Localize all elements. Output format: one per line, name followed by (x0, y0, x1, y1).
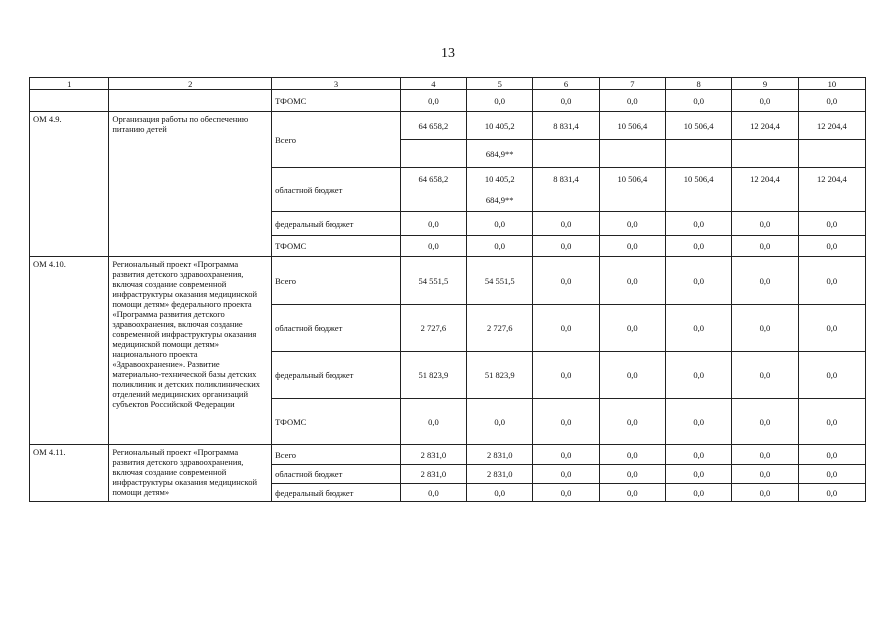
col-header: 10 (798, 78, 865, 90)
value-cell: 10 405,2 (467, 112, 533, 140)
source-cell: ТФОМС (272, 90, 401, 112)
value-cell: 0,0 (533, 236, 599, 257)
cell-empty (666, 190, 732, 212)
value-cell: 0,0 (599, 305, 665, 352)
cell-empty (533, 190, 599, 212)
value-cell: 0,0 (400, 399, 466, 445)
value-cell: 0,0 (467, 236, 533, 257)
value-cell: 0,0 (599, 257, 665, 305)
value-cell: 0,0 (732, 352, 798, 399)
value-cell: 0,0 (798, 257, 865, 305)
value-cell: 0,0 (599, 465, 665, 484)
value-cell: 2 727,6 (400, 305, 466, 352)
cell-empty (599, 140, 665, 168)
value-cell: 0,0 (666, 352, 732, 399)
value-cell: 2 831,0 (400, 465, 466, 484)
value-cell: 0,0 (533, 90, 599, 112)
source-cell: федеральный бюджет (272, 212, 401, 236)
value-cell: 12 204,4 (732, 112, 798, 140)
value-cell: 0,0 (533, 465, 599, 484)
value-cell: 0,0 (798, 352, 865, 399)
value-cell: 0,0 (533, 484, 599, 502)
value-cell: 51 823,9 (467, 352, 533, 399)
cell-empty (400, 190, 466, 212)
value-cell: 8 831,4 (533, 112, 599, 140)
value-cell: 0,0 (666, 212, 732, 236)
value-cell: 0,0 (467, 484, 533, 502)
value-cell: 10 405,2 (467, 168, 533, 190)
value-cell: 0,0 (400, 236, 466, 257)
value-cell: 12 204,4 (732, 168, 798, 190)
value-cell: 54 551,5 (467, 257, 533, 305)
value-cell: 51 823,9 (400, 352, 466, 399)
value-cell: 0,0 (666, 465, 732, 484)
value-cell: 0,0 (732, 257, 798, 305)
value-cell: 0,0 (599, 445, 665, 465)
value-cell: 0,0 (798, 236, 865, 257)
value-cell: 0,0 (798, 484, 865, 502)
col-header: 7 (599, 78, 665, 90)
value-cell: 0,0 (732, 305, 798, 352)
table-row (30, 112, 866, 140)
cell-empty (30, 90, 109, 112)
value-cell: 0,0 (467, 90, 533, 112)
value-cell: 0,0 (666, 445, 732, 465)
col-header: 5 (467, 78, 533, 90)
source-cell: областной бюджет (272, 168, 401, 212)
value-cell-extra: 684,9** (467, 140, 533, 168)
value-cell: 0,0 (533, 352, 599, 399)
cell-empty (599, 190, 665, 212)
value-cell: 0,0 (400, 90, 466, 112)
value-cell: 0,0 (732, 90, 798, 112)
page-number: 13 (441, 46, 455, 61)
source-cell: областной бюджет (272, 305, 401, 352)
value-cell: 2 831,0 (467, 465, 533, 484)
value-cell: 0,0 (400, 212, 466, 236)
col-header: 2 (109, 78, 272, 90)
value-cell: 64 658,2 (400, 112, 466, 140)
value-cell: 0,0 (599, 352, 665, 399)
value-cell: 0,0 (533, 257, 599, 305)
table-row (30, 90, 866, 112)
value-cell: 2 727,6 (467, 305, 533, 352)
value-cell: 0,0 (798, 90, 865, 112)
source-cell: Всего (272, 112, 401, 168)
value-cell: 2 831,0 (467, 445, 533, 465)
table-row (30, 257, 866, 305)
col-header: 4 (400, 78, 466, 90)
value-cell: 0,0 (400, 484, 466, 502)
value-cell: 0,0 (732, 484, 798, 502)
value-cell: 0,0 (467, 399, 533, 445)
source-cell: ТФОМС (272, 236, 401, 257)
value-cell: 0,0 (599, 236, 665, 257)
source-cell: областной бюджет (272, 465, 401, 484)
value-cell: 0,0 (599, 90, 665, 112)
value-cell: 0,0 (798, 445, 865, 465)
measure-name: Региональный проект «Программа развития детского здравоохранения, включая создание современной инфраструктуры оказания медицинской помощи детям» федерального проекта «Программа развития детского здравоохранения, включая создание современной инфраструктуры оказания медицинской помощи детям» национального проекта «Здравоохранение». Развитие материально-технической базы детских поликлиник и детских поликлинических отделений медицинских организаций субъектов Российской Федерации (109, 257, 272, 445)
measure-code: ОМ 4.11. (30, 445, 109, 502)
measure-code: ОМ 4.10. (30, 257, 109, 445)
value-cell: 0,0 (599, 212, 665, 236)
value-cell: 0,0 (666, 236, 732, 257)
value-cell: 0,0 (666, 90, 732, 112)
value-cell: 0,0 (798, 305, 865, 352)
measure-name: Организация работы по обеспечению питанию детей (109, 112, 272, 257)
value-cell: 0,0 (533, 445, 599, 465)
value-cell: 0,0 (533, 305, 599, 352)
cell-empty (666, 140, 732, 168)
source-cell: федеральный бюджет (272, 484, 401, 502)
value-cell: 10 506,4 (666, 112, 732, 140)
cell-empty (732, 190, 798, 212)
cell-empty (732, 140, 798, 168)
cell-empty (400, 140, 466, 168)
table-row (30, 445, 866, 465)
value-cell: 0,0 (732, 465, 798, 484)
value-cell: 2 831,0 (400, 445, 466, 465)
value-cell: 0,0 (732, 212, 798, 236)
value-cell: 0,0 (666, 399, 732, 445)
value-cell: 0,0 (599, 484, 665, 502)
budget-table (29, 77, 866, 502)
value-cell: 8 831,4 (533, 168, 599, 190)
value-cell: 0,0 (798, 399, 865, 445)
source-cell: федеральный бюджет (272, 352, 401, 399)
col-header: 1 (30, 78, 109, 90)
col-header: 9 (732, 78, 798, 90)
source-cell: Всего (272, 445, 401, 465)
value-cell: 12 204,4 (798, 112, 865, 140)
col-header: 3 (272, 78, 401, 90)
header-row (30, 78, 866, 90)
value-cell: 0,0 (732, 236, 798, 257)
value-cell: 0,0 (666, 257, 732, 305)
cell-empty (533, 140, 599, 168)
value-cell: 0,0 (599, 399, 665, 445)
cell-empty (109, 90, 272, 112)
value-cell-extra: 684,9** (467, 190, 533, 212)
source-cell: ТФОМС (272, 399, 401, 445)
cell-empty (798, 140, 865, 168)
col-header: 6 (533, 78, 599, 90)
value-cell: 10 506,4 (599, 168, 665, 190)
value-cell: 0,0 (467, 212, 533, 236)
value-cell: 12 204,4 (798, 168, 865, 190)
col-header: 8 (666, 78, 732, 90)
value-cell: 0,0 (533, 212, 599, 236)
value-cell: 0,0 (666, 305, 732, 352)
value-cell: 54 551,5 (400, 257, 466, 305)
measure-name: Региональный проект «Программа развития детского здравоохранения, включая создание современной инфраструктуры оказания медицинской помощи детям» (109, 445, 272, 502)
measure-code: ОМ 4.9. (30, 112, 109, 257)
value-cell: 0,0 (798, 212, 865, 236)
value-cell: 10 506,4 (666, 168, 732, 190)
value-cell: 0,0 (732, 445, 798, 465)
value-cell: 0,0 (798, 465, 865, 484)
value-cell: 0,0 (666, 484, 732, 502)
value-cell: 0,0 (533, 399, 599, 445)
cell-empty (798, 190, 865, 212)
value-cell: 0,0 (732, 399, 798, 445)
value-cell: 10 506,4 (599, 112, 665, 140)
source-cell: Всего (272, 257, 401, 305)
value-cell: 64 658,2 (400, 168, 466, 190)
